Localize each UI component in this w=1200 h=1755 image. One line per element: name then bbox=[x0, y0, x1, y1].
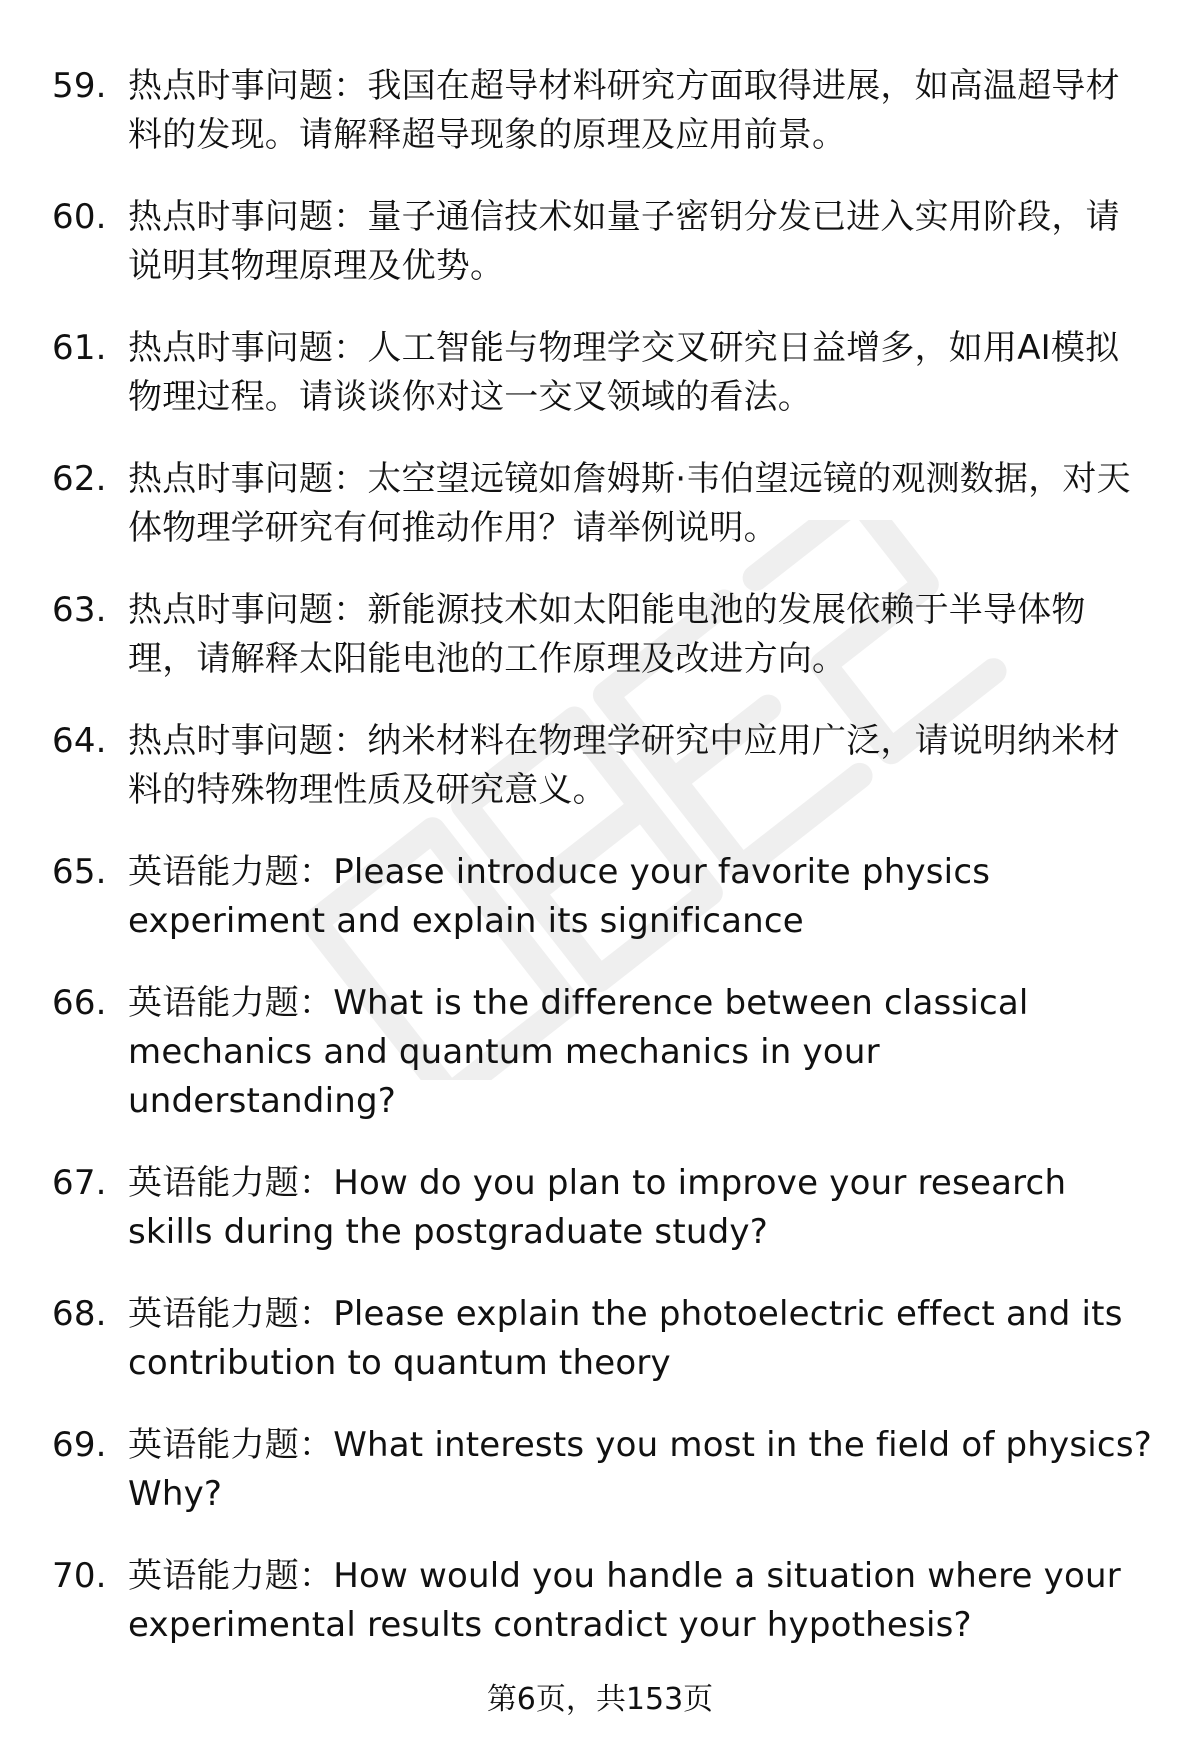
question-text: 热点时事问题：我国在超导材料研究方面取得进展，如高温超导材料的发现。请解释超导现象的原理及应用前景。 bbox=[128, 66, 1120, 155]
question-item bbox=[52, 979, 1152, 1126]
question-list bbox=[52, 62, 1152, 1683]
question-number: 69. bbox=[52, 1425, 107, 1465]
question-text: 热点时事问题：太空望远镜如詹姆斯·韦伯望远镜的观测数据，对天体物理学研究有何推动作用？请举例说明。 bbox=[128, 459, 1131, 548]
question-text: 热点时事问题：人工智能与物理学交叉研究日益增多，如用AI模拟物理过程。请谈谈你对这一交叉领域的看法。 bbox=[128, 328, 1120, 417]
question-text: 英语能力题：How do you plan to improve your research skills during the postgraduate study? bbox=[128, 1163, 1067, 1252]
question-text: 热点时事问题：新能源技术如太阳能电池的发展依赖于半导体物理，请解释太阳能电池的工作原理及改进方向。 bbox=[128, 590, 1086, 679]
question-text: 英语能力题：Please introduce your favorite physics experiment and explain its significance bbox=[128, 852, 991, 941]
question-item bbox=[52, 1552, 1152, 1650]
question-item bbox=[52, 193, 1152, 291]
question-number: 70. bbox=[52, 1556, 107, 1596]
question-item bbox=[52, 586, 1152, 684]
question-number: 68. bbox=[52, 1294, 107, 1334]
question-text: 英语能力题：What is the difference between classical mechanics and quantum mechanics in your understanding? bbox=[128, 983, 1029, 1121]
question-number: 62. bbox=[52, 459, 107, 499]
question-number: 61. bbox=[52, 328, 107, 368]
question-item bbox=[52, 455, 1152, 553]
question-item bbox=[52, 324, 1152, 422]
question-number: 67. bbox=[52, 1163, 107, 1203]
question-text: 英语能力题：Please explain the photoelectric effect and its contribution to quantum theory bbox=[128, 1294, 1123, 1383]
question-text: 热点时事问题：量子通信技术如量子密钥分发已进入实用阶段，请说明其物理原理及优势。 bbox=[128, 197, 1120, 286]
question-number: 59. bbox=[52, 66, 107, 106]
question-item bbox=[52, 717, 1152, 815]
question-number: 63. bbox=[52, 590, 107, 630]
question-number: 65. bbox=[52, 852, 107, 892]
question-item bbox=[52, 1159, 1152, 1257]
question-item bbox=[52, 1290, 1152, 1388]
question-item bbox=[52, 62, 1152, 160]
question-text: 英语能力题：What interests you most in the field of physics? Why? bbox=[128, 1425, 1152, 1514]
question-text: 热点时事问题：纳米材料在物理学研究中应用广泛，请说明纳米材料的特殊物理性质及研究意义。 bbox=[128, 721, 1120, 810]
question-number: 60. bbox=[52, 197, 107, 237]
question-text: 英语能力题：How would you handle a situation where your experimental results contradict your hypothesis? bbox=[128, 1556, 1121, 1645]
question-item bbox=[52, 1421, 1152, 1519]
question-item bbox=[52, 848, 1152, 946]
page-number-footer: 第6页，共153页 bbox=[486, 1682, 714, 1717]
question-number: 64. bbox=[52, 721, 107, 761]
question-number: 66. bbox=[52, 983, 107, 1023]
